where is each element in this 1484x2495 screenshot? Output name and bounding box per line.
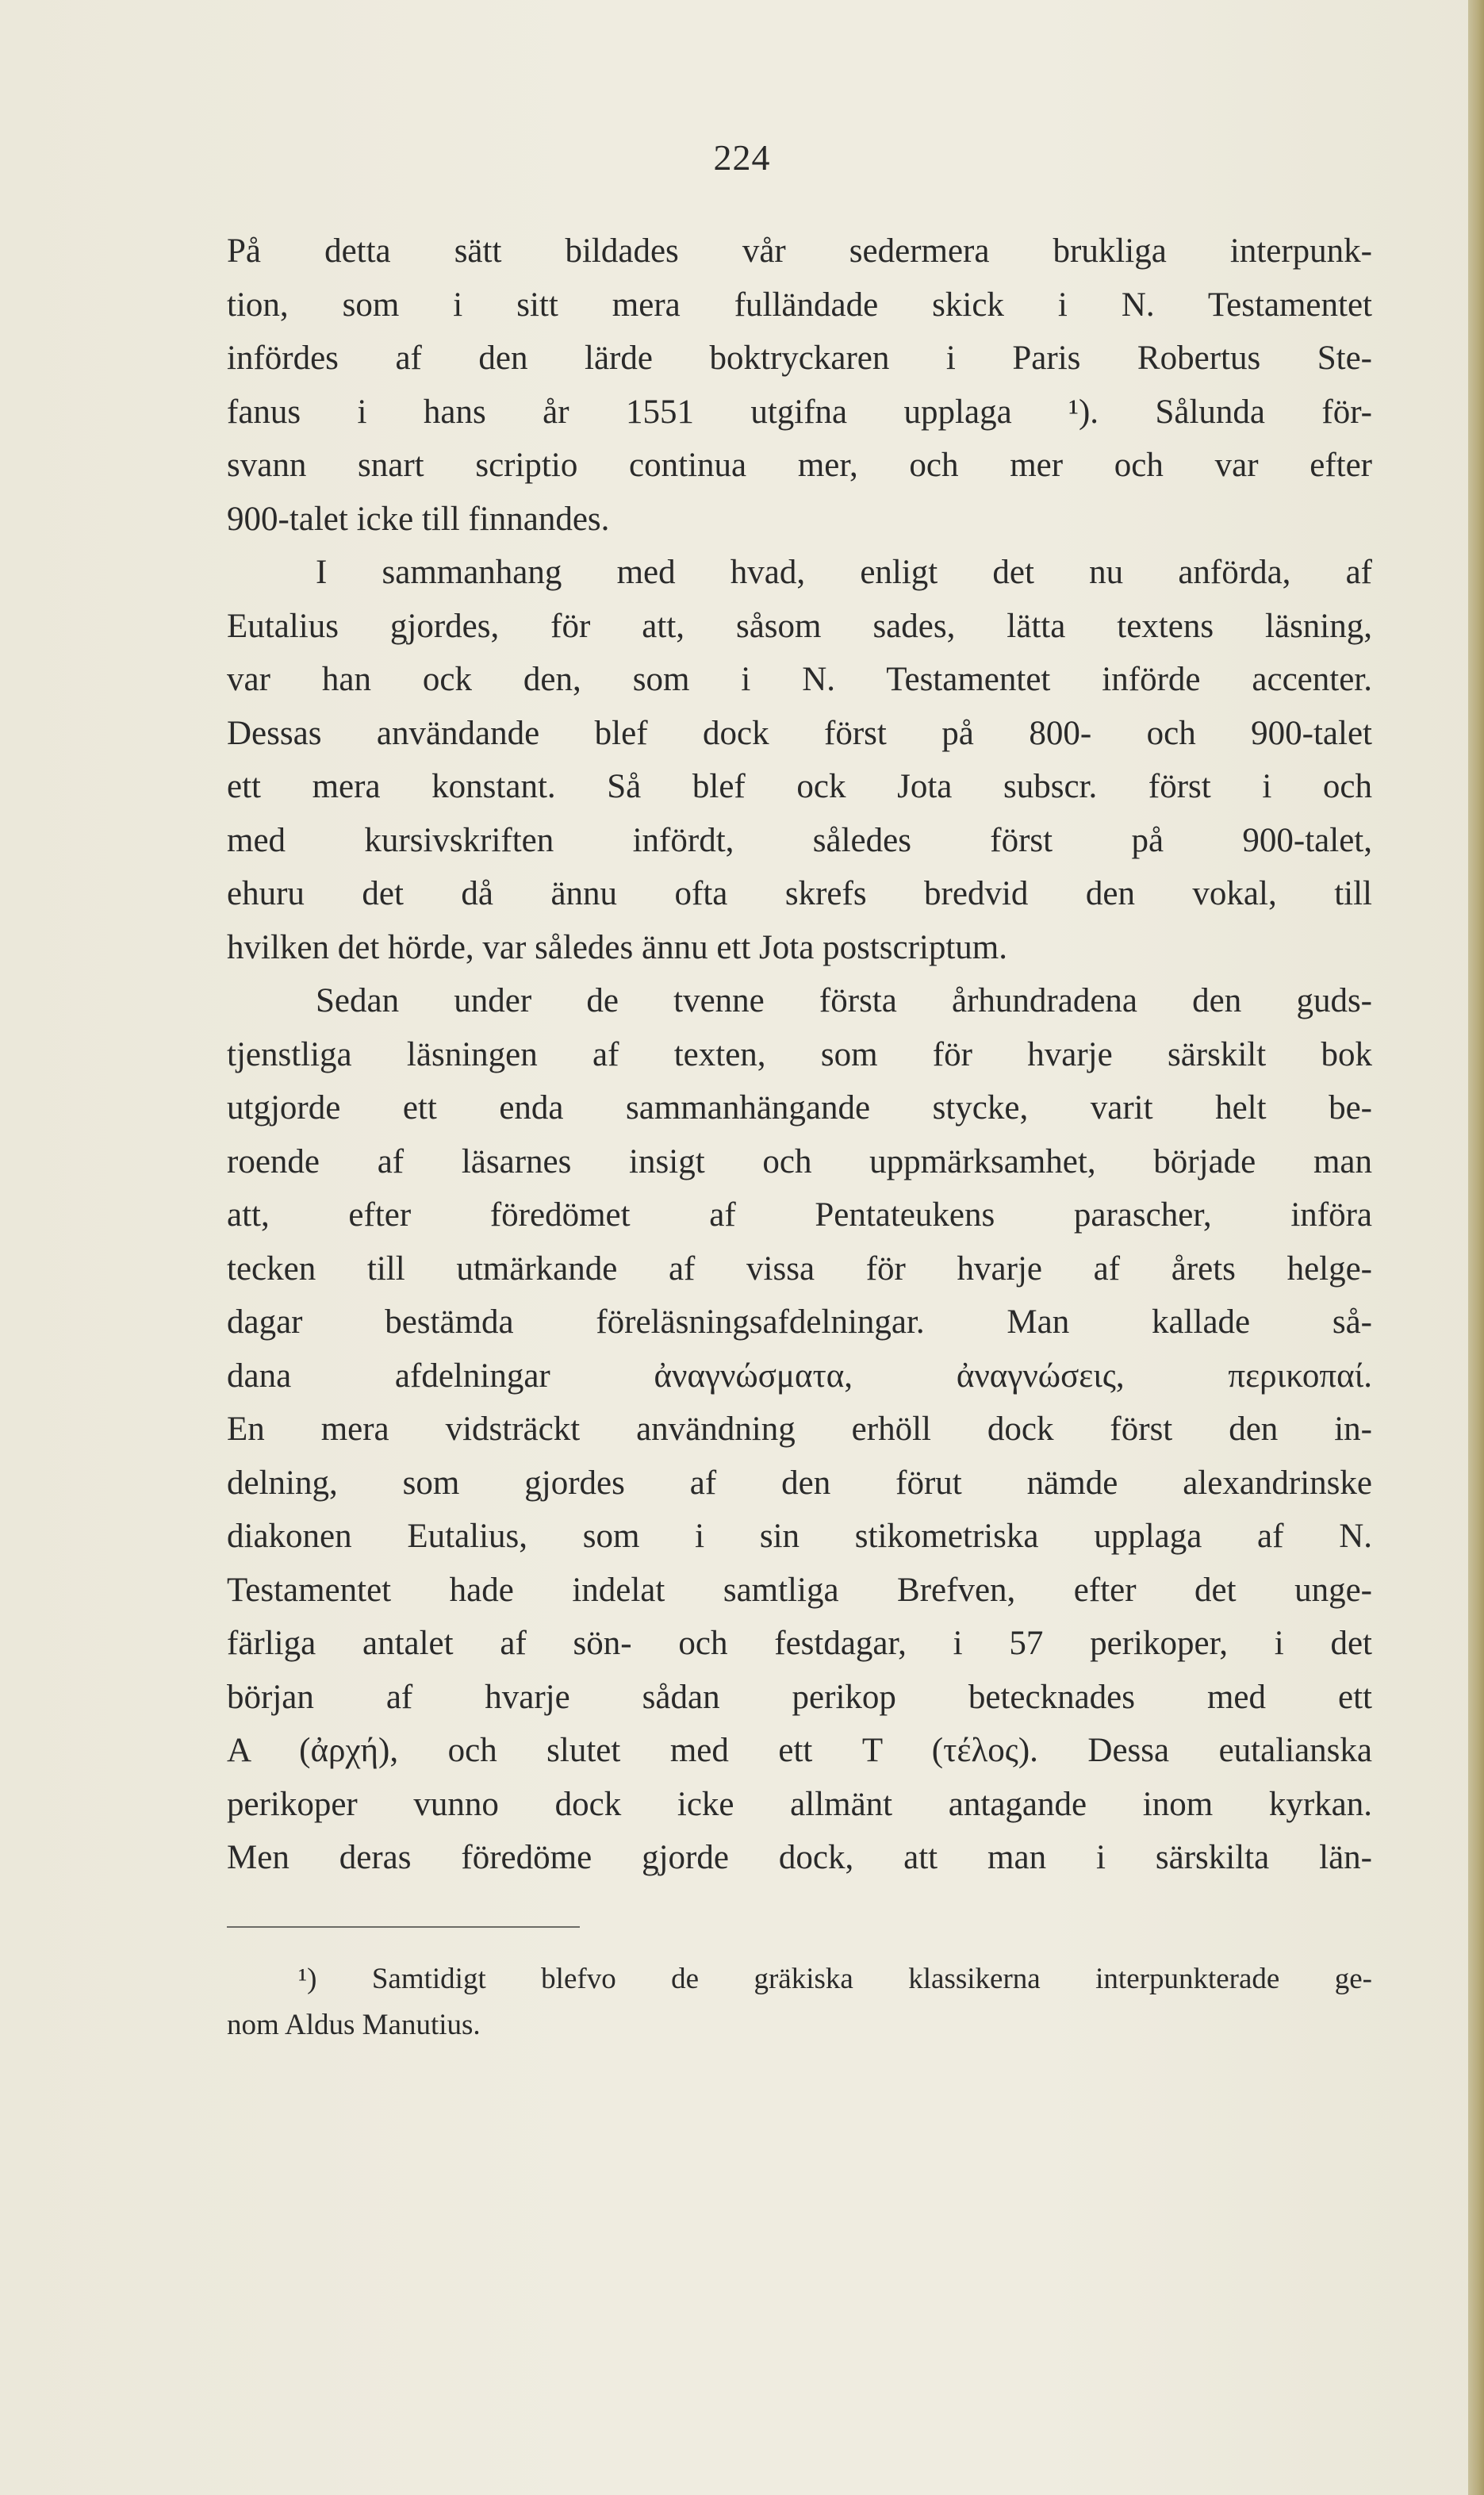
text-line: diakonen Eutalius, som i sin stikometriska upplaga af N. <box>227 1518 1372 1555</box>
page-edge <box>1468 0 1484 2495</box>
footnote-separator <box>227 1926 580 1928</box>
text-line: färliga antalet af sön- och festdagar, i 57 perikoper, i det <box>227 1625 1372 1662</box>
text-line: ehuru det då ännu ofta skrefs bredvid den vokal, till <box>227 875 1372 912</box>
text-line: Sedan under de tvenne första århundradena den guds- <box>316 982 1372 1019</box>
text-line: På detta sätt bildades vår sedermera brukliga interpunk- <box>227 232 1372 270</box>
text-line: tecken till utmärkande af vissa för hvarje af årets helge- <box>227 1249 1372 1288</box>
text-line: början af hvarje sådan perikop betecknades med ett <box>227 1678 1372 1716</box>
text-line: var han ock den, som i N. Testamentet införde accenter. <box>227 661 1372 698</box>
text-line: fanus i hans år 1551 utgifna upplaga ¹). Sålunda för- <box>227 393 1372 431</box>
text-line: Testamentet hade indelat samtliga Brefven, efter det unge- <box>227 1571 1372 1609</box>
text-line: En mera vidsträckt användning erhöll dock först den in- <box>227 1411 1372 1448</box>
text-line: Dessas användande blef dock först på 800- och 900-talet <box>227 714 1372 752</box>
text-line: dagar bestämda föreläsningsafdelningar. Man kallade så- <box>227 1303 1372 1341</box>
text-line: tjenstliga läsningen af texten, som för hvarje särskilt bok <box>227 1035 1372 1073</box>
text-line: dana afdelningar ἀναγνώσματα, ἀναγνώσεις, περικοπαί. <box>227 1357 1372 1395</box>
text-line: I sammanhang med hvad, enligt det nu anförda, af <box>316 554 1372 591</box>
text-line: med kursivskriften infördt, således först på 900-talet, <box>227 821 1372 859</box>
body-text <box>227 225 1372 1885</box>
text-line: 900-talet icke till finnandes. <box>227 500 610 538</box>
page-number: 224 <box>713 137 771 178</box>
text-line: hvilken det hörde, var således ännu ett Jota postscriptum. <box>227 928 1007 966</box>
text-line: utgjorde ett enda sammanhängande stycke, varit helt be- <box>227 1089 1372 1127</box>
text-line: svann snart scriptio continua mer, och mer och var efter <box>227 447 1372 484</box>
text-line: tion, som i sitt mera fulländade skick i N. Testamentet <box>227 286 1372 324</box>
text-line: Eutalius gjordes, för att, såsom sades, lätta textens läsning, <box>227 607 1372 645</box>
text-line: roende af läsarnes insigt och uppmärksamhet, började man <box>227 1142 1372 1180</box>
text-line: att, efter föredömet af Pentateukens parascher, införa <box>227 1196 1372 1234</box>
footnote-line: ¹) Samtidigt blefvo de gräkiska klassikerna interpunkterade ge- <box>298 1963 1372 1995</box>
footnotes <box>227 1956 1372 2048</box>
text-line: infördes af den lärde boktryckaren i Paris Robertus Ste- <box>227 340 1372 377</box>
text-line: delning, som gjordes af den förut nämde alexandrinske <box>227 1464 1372 1502</box>
text-line: Men deras föredöme gjorde dock, att man i särskilta län- <box>227 1839 1372 1876</box>
text-line: ett mera konstant. Så blef ock Jota subscr. först i och <box>227 768 1372 805</box>
text-line: perikoper vunno dock icke allmänt antagande inom kyrkan. <box>227 1785 1372 1823</box>
footnote-line: nom Aldus Manutius. <box>227 2009 481 2041</box>
text-line: Α (ἀρχή), och slutet med ett Τ (τέλος). Dessa eutalianska <box>227 1732 1372 1769</box>
